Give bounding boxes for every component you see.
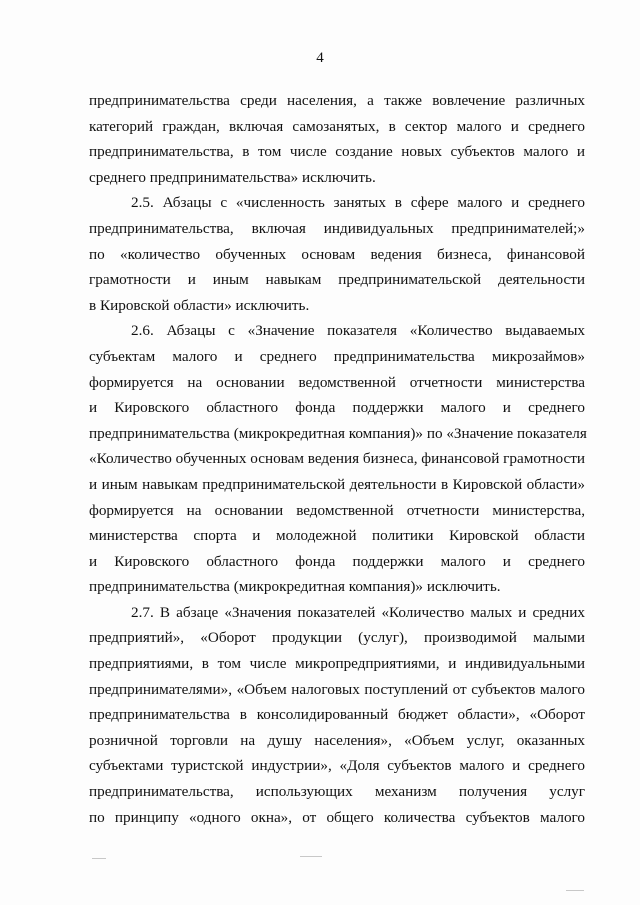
text-line: предпринимательства, в том числе создание новых субъектов малого и (89, 143, 585, 161)
text-line: предпринимательства, использующих механизм получения услуг (89, 783, 585, 801)
document-body (89, 88, 585, 830)
text-line: категорий граждан, включая самозанятых, в сектор малого и среднего (89, 117, 585, 135)
text-line: и иным навыкам предпринимательской деятельности в Кировской области» (89, 475, 585, 493)
text-line: грамотности и иным навыкам предпринимательской деятельности (89, 271, 585, 289)
page-number: 4 (316, 50, 324, 66)
scan-artifact (92, 858, 106, 859)
text-line: предпринимателями», «Объем налоговых поступлений от субъектов малого (89, 680, 585, 698)
text-line: предприятиями, в том числе микропредприятиями, и индивидуальными (89, 655, 585, 673)
paragraph-2-6-line: 2.6. Абзацы с «Значение показателя «Количество выдаваемых (131, 322, 585, 340)
scan-artifact (300, 856, 322, 857)
text-line: предпринимательства среди населения, а также вовлечение различных (89, 92, 585, 109)
text-line: субъектами туристской индустрии», «Доля субъектов малого и среднего (89, 757, 585, 775)
text-line: по принципу «одного окна», от общего количества субъектов малого (89, 808, 585, 826)
text-line: розничной торговли на душу населения», «Объем услуг, оказанных (89, 731, 585, 749)
text-line: по «количество обученных основам ведения бизнеса, финансовой (89, 245, 585, 263)
text-line: и Кировского областного фонда поддержки малого и среднего (89, 552, 585, 570)
text-line: в Кировской области» исключить. (89, 296, 310, 314)
paragraph-2-7-line: 2.7. В абзаце «Значения показателей «Количество малых и средних (131, 603, 585, 621)
text-line: предпринимательства (микрокредитная компания)» по «Значение показателя (89, 424, 587, 442)
text-line: предпринимательства, включая индивидуальных предпринимателей;» (89, 219, 585, 237)
text-line: «Количество обученных основам ведения бизнеса, финансовой грамотности (89, 450, 585, 468)
text-line: субъектам малого и среднего предпринимательства микрозаймов» (89, 347, 585, 365)
text-line: среднего предпринимательства» исключить. (89, 168, 376, 186)
text-line: предприятий», «Оборот продукции (услуг), производимой малыми (89, 629, 585, 647)
scan-artifact (566, 890, 584, 891)
text-line: министерства спорта и молодежной политики Кировской области (89, 527, 585, 545)
text-line: предпринимательства в консолидированный бюджет области», «Оборот (89, 706, 585, 724)
text-line: формируется на основании ведомственной отчетности министерства (89, 373, 585, 391)
text-line: и Кировского областного фонда поддержки малого и среднего (89, 399, 585, 417)
paragraph-2-5-line: 2.5. Абзацы с «численность занятых в сфере малого и среднего (131, 194, 585, 212)
text-line: предпринимательства (микрокредитная компания)» исключить. (89, 578, 501, 596)
text-line: формируется на основании ведомственной отчетности министерства, (89, 501, 585, 519)
